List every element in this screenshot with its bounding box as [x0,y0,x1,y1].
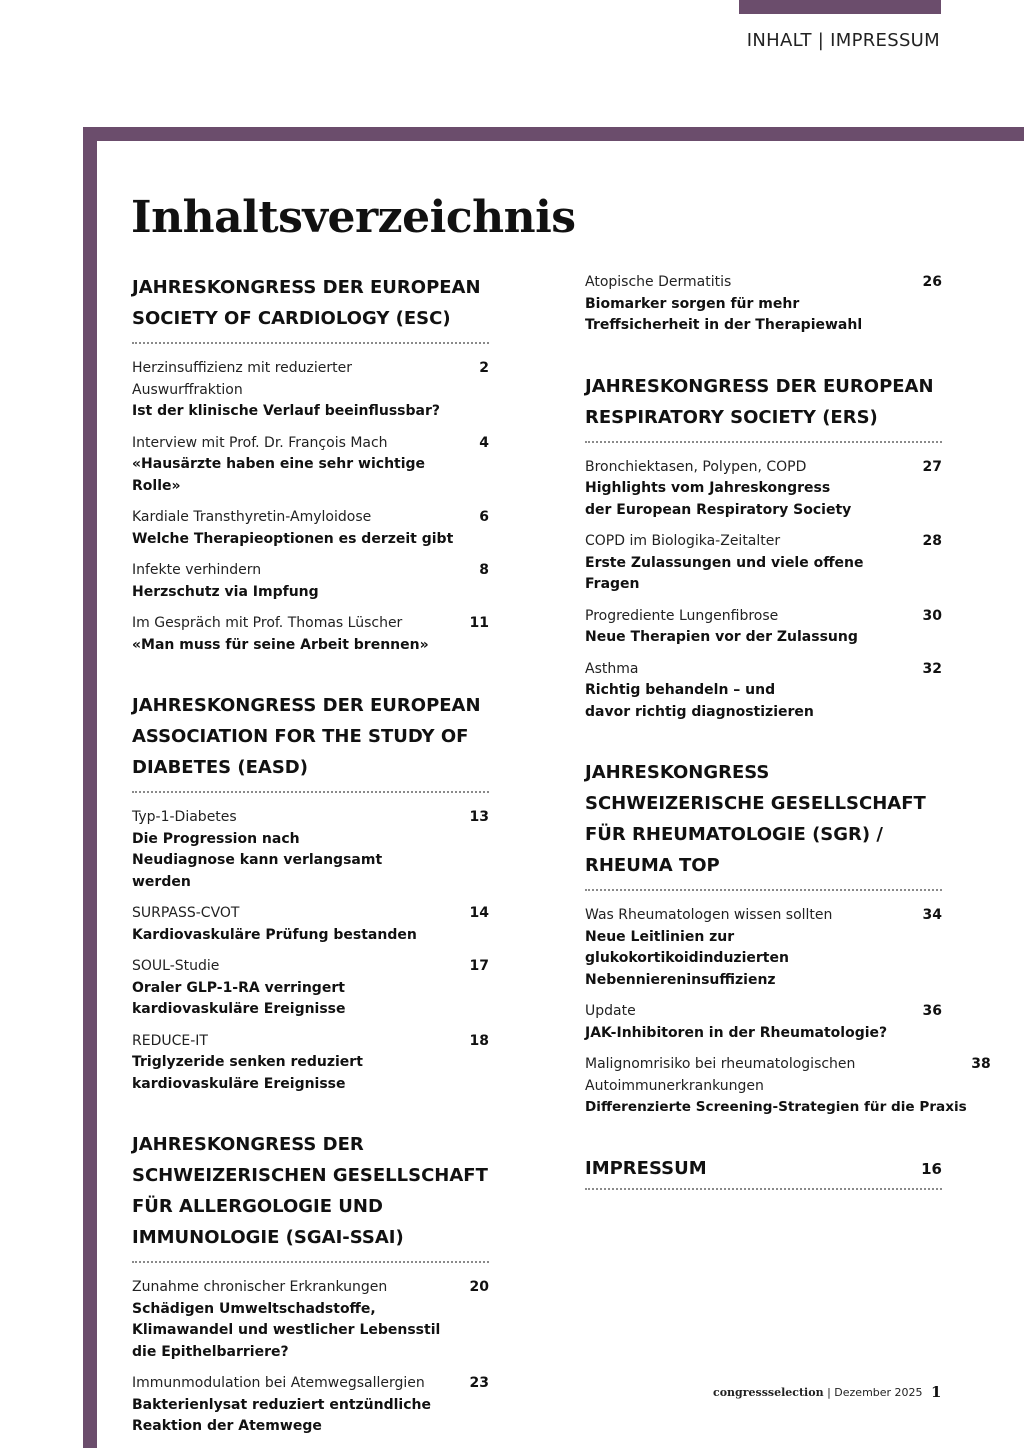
toc-entry[interactable] [132,903,489,946]
entry-headline: «Man muss für seine Arbeit brennen» [132,636,429,653]
publication-brand: congressselection [713,1386,824,1399]
entry-page-number: 34 [922,907,942,923]
entry-headline: Schädigen Umweltschadstoffe, Klimawandel und westlicher Lebensstil die Epithelbarriere? [132,1300,441,1360]
issue-date: Dezember 2025 [834,1386,923,1399]
entry-kicker: Immunmodulation bei Atemwegsallergien [132,1375,425,1391]
entry-headline: Triglyzeride senken reduziert kardiovaskuläre Ereignisse [132,1054,363,1092]
entry-kicker: Kardiale Transthyretin-Amyloidose [132,509,372,525]
dotted-divider [585,441,942,443]
toc-section-ers [585,371,942,724]
frame-border-left [83,127,97,1448]
entry-page-number: 16 [921,1159,942,1178]
entry-page-number: 32 [922,660,942,677]
entry-headline: Oraler GLP-1-RA verringert kardiovaskuläre Ereignisse [132,979,346,1017]
entry-page-number: 14 [469,905,489,921]
section-heading: IMPRESSUM [585,1157,707,1179]
section-heading: JAHRESKONGRESS SCHWEIZERISCHE GESELLSCHAFT FÜR RHEUMATOLOGIE (SGR) / RHEUMA TOP [585,762,926,876]
entry-kicker: Infekte verhindern [132,562,262,578]
entry-headline: Highlights vom Jahreskongress der European Respiratory Society [585,480,852,518]
entry-page-number: 28 [922,533,942,549]
entry-page-number: 26 [922,274,942,290]
running-head: INHALT | IMPRESSUM [746,30,940,51]
entry-kicker: Typ-1-Diabetes [132,809,237,825]
entry-headline: Differenzierte Screening-Strategien für die Praxis [585,1099,967,1115]
toc-entry[interactable] [132,560,489,603]
dotted-divider [585,889,942,891]
entry-page-number: 17 [469,958,489,974]
entry-kicker: Malignomrisiko bei rheumatologischen Autoimmunerkrankungen [585,1056,856,1094]
entry-kicker: SURPASS-CVOT [132,905,240,921]
entry-page-number: 38 [971,1056,991,1072]
entry-headline: Herzschutz via Impfung [132,583,319,600]
entry-headline: Ist der klinische Verlauf beeinflussbar? [132,403,440,419]
toc-left-column [132,272,489,1448]
section-heading: JAHRESKONGRESS DER EUROPEAN RESPIRATORY SOCIETY (ERS) [585,375,934,428]
footer [713,1386,923,1399]
toc-entry[interactable] [585,457,942,522]
toc-section-esc [132,272,489,656]
toc-entry[interactable] [132,1277,489,1363]
entry-headline: Die Progression nach Neudiagnose kann verlangsamt werden [132,830,383,890]
entry-headline: Neue Therapien vor der Zulassung [585,629,858,645]
entry-kicker: Update [585,1003,636,1019]
entry-page-number: 4 [479,434,489,451]
entry-kicker: REDUCE-IT [132,1032,208,1049]
header-accent-tab [739,0,941,14]
entry-kicker: Asthma [585,660,639,677]
entry-kicker: Bronchiektasen, Polypen, COPD [585,458,807,475]
toc-section-impressum[interactable] [585,1153,942,1190]
entry-page-number: 23 [469,1375,489,1391]
entry-kicker: Atopische Dermatitis [585,274,732,290]
entry-page-number: 18 [469,1032,489,1049]
entry-headline: Erste Zulassungen und viele offene Fragen [585,554,864,592]
dotted-divider [132,1261,489,1263]
page-number: 1 [931,1383,942,1401]
entry-page-number: 20 [469,1279,489,1295]
entry-page-number: 13 [469,809,489,825]
toc-entry[interactable] [132,1373,489,1438]
entry-headline: Neue Leitlinien zur glukokortikoidinduzierten Nebenniereninsuffizienz [585,928,789,988]
dotted-divider [132,791,489,793]
toc-entry[interactable] [132,358,489,423]
entry-kicker: Herzinsuffizienz mit reduzierter Auswurffraktion [132,360,352,398]
entry-page-number: 11 [469,615,489,631]
toc-entry[interactable] [585,1054,991,1119]
toc-section-sgai [132,1129,489,1438]
toc-entry[interactable] [585,659,942,724]
section-heading: JAHRESKONGRESS DER EUROPEAN ASSOCIATION FOR THE STUDY OF DIABETES (EASD) [132,695,481,778]
entry-headline: Richtig behandeln – und davor richtig diagnostizieren [585,682,814,720]
entry-kicker: Im Gespräch mit Prof. Thomas Lüscher [132,615,403,631]
entry-headline: JAK-Inhibitoren in der Rheumatologie? [585,1024,888,1041]
entry-page-number: 8 [479,562,489,578]
toc-entry[interactable] [585,1001,942,1044]
footer-separator: | [827,1386,831,1399]
toc-entry[interactable] [132,433,489,498]
toc-entry[interactable] [585,606,942,649]
toc-section-easd [132,690,489,1095]
toc-entry[interactable] [132,807,489,893]
toc-entry[interactable] [132,1031,489,1096]
section-heading: JAHRESKONGRESS DER SCHWEIZERISCHEN GESELLSCHAFT FÜR ALLERGOLOGIE UND IMMUNOLOGIE (SGAI-SSAI) [132,1134,488,1248]
toc-entry[interactable] [585,272,942,337]
toc-section-sgr [585,757,991,1119]
toc-entry[interactable] [132,956,489,1021]
entry-headline: Bakterienlysat reduziert entzündliche Reaktion der Atemwege [132,1396,431,1434]
entry-kicker: SOUL-Studie [132,958,220,974]
toc-entry[interactable] [585,905,942,991]
entry-kicker: Zunahme chronischer Erkrankungen [132,1279,388,1295]
page-title: Inhaltsverzeichnis [131,192,576,243]
entry-page-number: 6 [479,509,489,525]
entry-page-number: 30 [922,607,942,624]
toc-entry[interactable] [585,531,942,596]
section-heading: JAHRESKONGRESS DER EUROPEAN SOCIETY OF CARDIOLOGY (ESC) [132,277,481,329]
entry-page-number: 2 [479,360,489,376]
entry-headline: «Hausärzte haben eine sehr wichtige Rolle» [132,456,426,494]
toc-entry[interactable] [132,507,489,550]
entry-headline: Welche Therapieoptionen es derzeit gibt [132,530,454,547]
entry-headline: Kardiovaskuläre Prüfung bestanden [132,926,417,943]
dotted-divider [585,1188,942,1190]
toc-right-column [585,272,991,1204]
dotted-divider [132,342,489,344]
entry-kicker: COPD im Biologika-Zeitalter [585,533,781,549]
frame-border-top [83,127,1024,141]
entry-kicker: Was Rheumatologen wissen sollten [585,907,833,923]
entry-kicker: Progrediente Lungenfibrose [585,607,779,624]
toc-entry[interactable] [132,613,489,656]
entry-page-number: 27 [922,458,942,475]
entry-page-number: 36 [922,1003,942,1019]
entry-headline: Biomarker sorgen für mehr Treffsicherheit in der Therapiewahl [585,295,863,333]
entry-kicker: Interview mit Prof. Dr. François Mach [132,434,388,451]
